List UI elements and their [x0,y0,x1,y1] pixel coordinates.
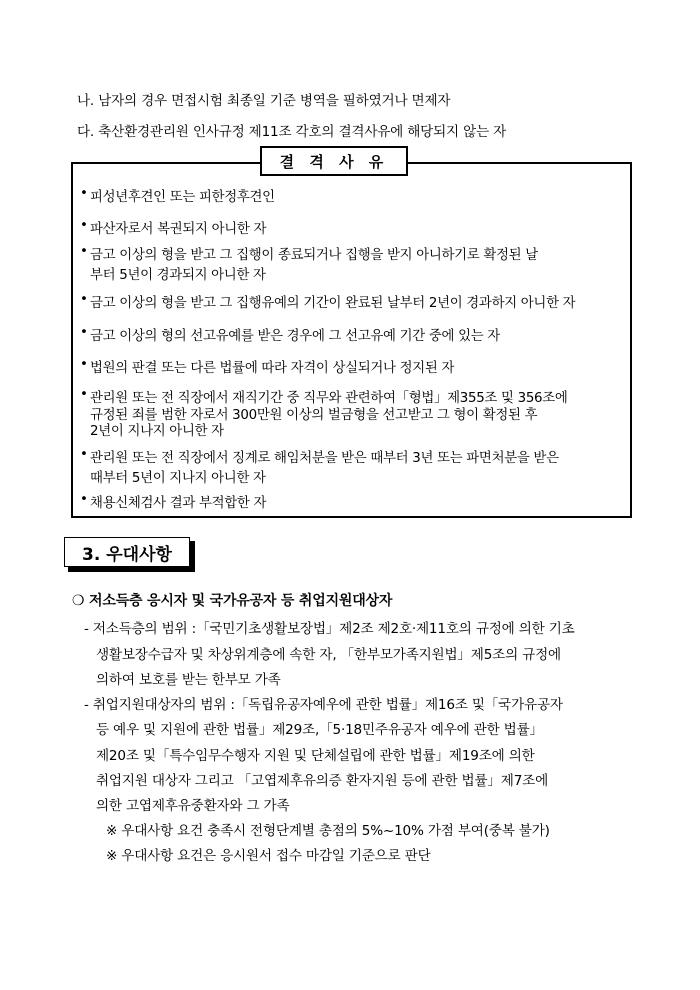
disqualification-item: • 금고 이상의 형의 선고유예를 받은 경우에 그 선고유예 기간 중에 있는 자 [80,325,500,344]
bullet-icon: • [80,244,88,259]
section-heading: 3. 우대사항 [82,544,172,565]
body-line: 생활보장수급자 및 차상위계층에 속한 자, 「한부모가족지원법」제5조의 규정에 [96,647,561,663]
disqualification-item: • 파산자로서 복권되지 아니한 자 [80,218,267,237]
note-line: ※ 우대사항 요건 충족시 전형단계별 총점의 5%~10% 가점 부여(중복 불가) [106,823,550,839]
intro-line-da: 다. 축산환경관리원 인사규정 제11조 각호의 결격사유에 해당되지 않는 자 [77,124,507,140]
disqualification-item: • 관리원 또는 전 직장에서 징계로 해임처분을 받은 때부터 3년 또는 파면처분을 받은 [80,447,559,466]
disqualification-item: • 관리원 또는 전 직장에서 재직기간 중 직무와 관련하여「형법」제355조 및 356조에 [80,387,568,406]
disqualification-item: • 금고 이상의 형을 받고 그 집행이 종료되거나 집행을 받지 아니하기로 확정된 날 [80,244,538,263]
body-line: 의한 고엽제후유중환자와 그 가족 [96,798,290,814]
bullet-icon: • [80,186,88,201]
body-line: 의하여 보호를 받는 한부모 가족 [96,672,281,688]
disqualification-item-continued: 규정된 죄를 범한 자로서 300만원 이상의 벌금형을 선고받고 그 형이 확정된 후 [90,408,538,423]
bullet-icon: • [80,292,88,307]
disqualification-item-continued: 부터 5년이 경과되지 아니한 자 [90,268,266,283]
bullet-icon: • [80,357,88,372]
disqualification-item-continued: 2년이 지나지 아니한 자 [90,424,224,439]
disqualification-item: • 채용신체검사 결과 부적합한 자 [80,492,267,511]
disqualification-item: • 피성년후견인 또는 피한정후견인 [80,186,275,205]
bullet-icon: • [80,492,88,507]
body-line: - 취업지원대상자의 범위 :「독립유공자예우에 관한 법률」제16조 및「국가유공자 [84,697,563,713]
bullet-icon: • [80,325,88,340]
section-heading-box [64,537,196,573]
body-line: - 저소득층의 범위 :「국민기초생활보장법」제2조 제2호·제11호의 규정에 의한 기초 [84,621,575,637]
heading-shadow [68,567,195,572]
intro-line-na: 나. 남자의 경우 면접시험 최종일 기준 병역을 필하였거나 면제자 [77,93,451,109]
disqualification-item: • 금고 이상의 형을 받고 그 집행유예의 기간이 완료된 날부터 2년이 경과하지 아니한 자 [80,292,576,311]
body-line: 등 예우 및 지원에 관한 법률」제29조,「5·18민주유공자 예우에 관한 법률」 [96,722,543,738]
disqualification-title: 결 격 사 유 [260,146,408,176]
bullet-icon: • [80,387,88,402]
body-line: 제20조 및「특수임무수행자 지원 및 단체설립에 관한 법률」제19조에 의한 [96,748,535,764]
note-line: ※ 우대사항 요건은 응시원서 접수 마감일 기준으로 판단 [106,848,431,864]
disqualification-item-continued: 때부터 5년이 지나지 아니한 자 [90,471,266,486]
body-line: 취업지원 대상자 그리고 「고엽제후유의증 환자지원 등에 관한 법률」제7조에 [96,773,549,789]
bullet-icon: • [80,447,88,462]
bullet-icon: • [80,218,88,233]
disqualification-item: • 법원의 판결 또는 다른 법률에 따라 자격이 상실되거나 정지된 자 [80,357,455,376]
section-subheading: ❍ 저소득층 응시자 및 국가유공자 등 취업지원대상자 [72,593,393,609]
